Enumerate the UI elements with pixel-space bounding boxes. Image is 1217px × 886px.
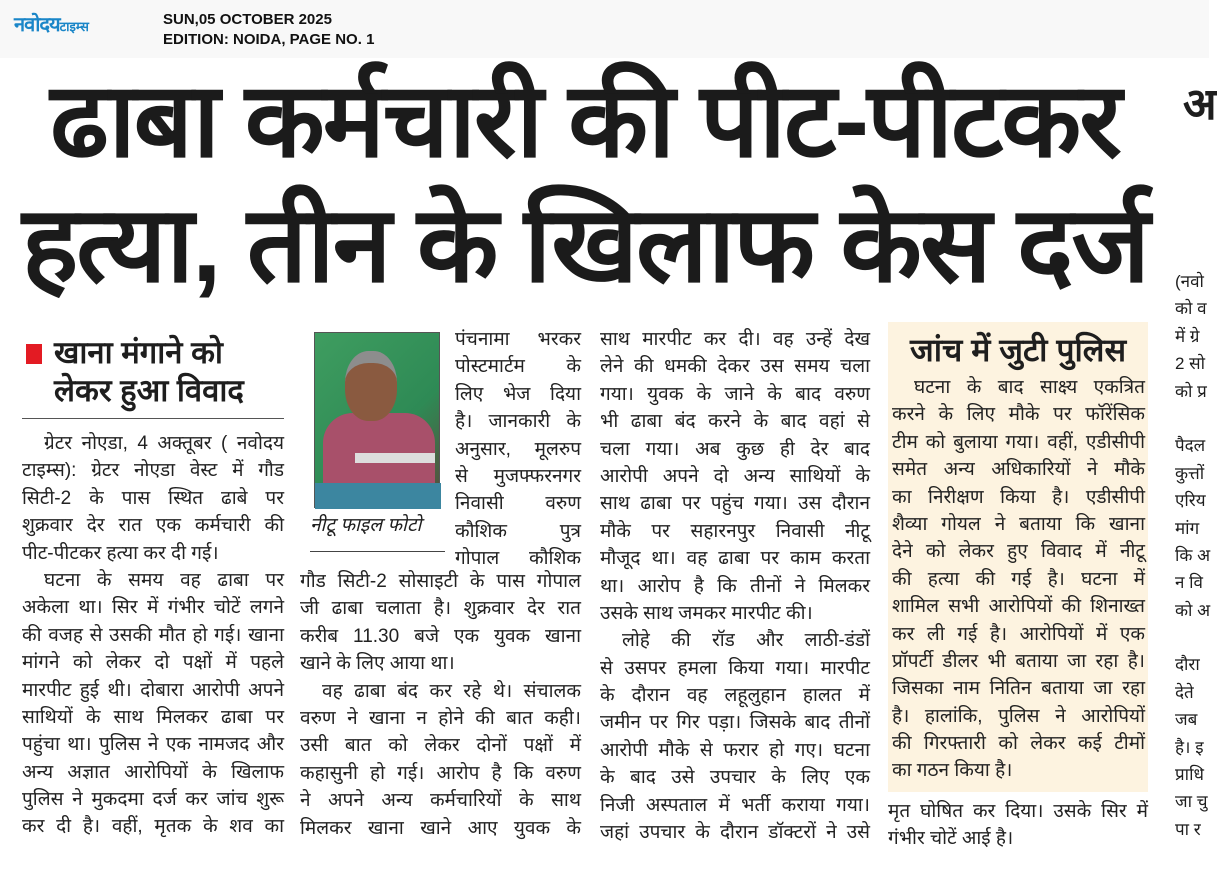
text-line: घटना के बाद साक्ष्य एकत्रित	[914, 377, 1145, 398]
text-line: है। जानकारी के	[455, 411, 581, 433]
fragment-line: को अ	[1175, 600, 1211, 620]
fragment-line: को व	[1175, 299, 1207, 319]
text-line: देने को लेकर हुए विवाद में नीटू	[892, 541, 1145, 563]
fragment-line: कुत्तों	[1175, 463, 1205, 483]
column-1	[22, 430, 284, 841]
fragment-line: न वि	[1175, 573, 1204, 593]
adjacent-headline-fragment: अ	[1183, 80, 1217, 129]
photo-stripe	[355, 453, 435, 463]
fragment-line: जा चु	[1175, 792, 1208, 812]
accused-photo	[314, 332, 440, 508]
text-line: है। हालांकि, पुलिस ने आरोपियों	[892, 705, 1145, 727]
fragment-line: 2 सो	[1175, 354, 1206, 374]
edition-info	[163, 10, 374, 50]
text-line: निवासी वरुण	[455, 493, 581, 515]
text-line: जहां उपचार के दौरान डॉक्टरों ने उसे	[600, 822, 870, 844]
text-line: की हत्या की गई है। घटना में	[892, 568, 1145, 590]
text-line: से उसपर हमला किया गया। मारपीट	[600, 657, 870, 679]
text-line: खाने के लिए आया था।	[300, 653, 455, 675]
photo-bottom	[315, 483, 441, 509]
text-line: प्रॉपर्टी डीलर भी बताया जा रहा है।	[892, 650, 1145, 672]
adjacent-article-fragment	[1175, 0, 1217, 886]
text-line: पीट-पीटकर हत्या कर दी गई।	[22, 542, 219, 564]
sidebar-box-text	[892, 374, 1145, 785]
text-line: गोपाल कौशिक	[455, 548, 581, 570]
photo-head	[345, 351, 397, 421]
text-line: पहुंचा था। पुलिस ने एक नामजद और	[22, 734, 284, 756]
text-line: अन्य अज्ञात आरोपियों के खिलाफ	[22, 761, 284, 783]
text-line: मिलकर खाना खाने आए युवक के	[300, 817, 581, 839]
text-line: के दौरान वह लहूलुहान हालत में	[600, 685, 870, 707]
edition-page: EDITION: NOIDA, PAGE NO. 1	[163, 31, 375, 48]
sidebar-box-title: जांच में जुटी पुलिस	[910, 332, 1127, 368]
text-line: मृत घोषित कर दिया। उसके सिर में	[888, 801, 1148, 822]
text-line: था। आरोप है कि तीनों ने मिलकर	[600, 575, 870, 597]
text-line: शैव्या गोयल ने बताया कि खाना	[892, 513, 1145, 535]
text-line: करने के लिए मौके पर फॉरेंसिक	[892, 404, 1145, 426]
text-line: का गठन किया है।	[892, 760, 1013, 782]
subheading	[22, 334, 284, 419]
column-2-narrow	[455, 326, 581, 573]
text-line: गंभीर चोटें आई है।	[888, 828, 1014, 850]
text-line: टाइम्स): ग्रेटर नोएडा वेस्ट में गौड	[22, 460, 284, 482]
logo-main: नवोदय	[14, 14, 60, 36]
text-line: उसके साथ जमकर मारपीट की।	[600, 602, 813, 624]
text-line: अकेला था। सिर में गंभीर चोटें लगने	[22, 597, 284, 619]
text-line: की वजह से उसकी मौत हो गई। खाना	[22, 624, 284, 646]
text-line: पोस्टमार्टम के	[455, 356, 581, 378]
headline-line-1: ढाबा कर्मचारी की पीट-पीटकर	[50, 63, 1120, 179]
text-line: लोहे की रॉड और लाठी-डंडों	[622, 630, 870, 652]
text-line: शुक्रवार देर रात एक कर्मचारी की	[22, 515, 284, 537]
column-2	[300, 568, 581, 842]
text-line: की गिरफ्तारी को लेकर कई टीमों	[892, 733, 1145, 755]
fragment-line: दौरा	[1175, 655, 1200, 675]
logo-sub: टाइम्स	[59, 19, 89, 34]
text-line: उसी बात को लेकर दोनों पक्षों में	[300, 735, 581, 757]
fragment-line	[1175, 624, 1210, 651]
text-line: कर ली गई है। आरोपियों में एक	[892, 623, 1145, 645]
column-4-continued	[888, 798, 1148, 853]
fragment-line: पा र	[1175, 819, 1201, 839]
text-line: लिए भेज दिया	[455, 383, 581, 405]
text-line: मौके पर सहारनपुर निवासी नीटू	[600, 520, 870, 542]
fragment-line: मांग	[1175, 518, 1200, 538]
fragment-line: प्राधि	[1175, 765, 1204, 785]
text-line: आरोपी मौके से फरार हो गए। घटना	[600, 739, 870, 761]
top-bar	[0, 0, 1209, 58]
text-line: करीब 11.30 बजे एक युवक खाना	[300, 625, 581, 647]
text-line: अनुसार, मूलरुप	[455, 438, 581, 460]
text-line: सिटी-2 के पास स्थित ढाबे पर	[22, 487, 284, 509]
newspaper-logo	[14, 10, 89, 37]
fragment-line: एरिय	[1175, 491, 1206, 511]
text-line: पुलिस ने मुकदमा दर्ज कर जांच शुरू	[22, 789, 284, 811]
text-line: निजी अस्पताल में भर्ती कराया गया।	[600, 794, 870, 816]
text-line: टीम को बुलाया गया। वहीं, एडीसीपी	[892, 431, 1145, 453]
text-line: साथियों के साथ मिलकर ढाबा पर	[22, 706, 284, 728]
text-line: भी ढाबा बंद करने के बाद वहां से	[600, 411, 870, 433]
text-line: पंचनामा भरकर	[455, 329, 581, 350]
text-line: मांगने को लेकर दो पक्षों में पहले	[22, 652, 284, 674]
issue-date: SUN,05 OCTOBER 2025	[163, 11, 332, 28]
text-line: कौशिक पुत्र	[455, 520, 581, 542]
fragment-line: है। इ	[1175, 737, 1204, 757]
fragment-line: जब	[1175, 710, 1198, 730]
text-line: से मुजफ्फरनगर	[455, 465, 581, 487]
fragment-line: (नवो	[1175, 272, 1204, 291]
text-line: आरोपी अपने दो अन्य साथियों के	[600, 465, 870, 487]
text-line: के बाद उसे उपचार के लिए एक	[600, 767, 870, 789]
text-line: मौजूद था। वह ढाबा पर काम करता	[600, 548, 870, 570]
fragment-line: देते	[1175, 682, 1194, 702]
text-line: जिसका नाम नितिन बताया जा रहा	[892, 678, 1145, 700]
text-line: शामिल सभी आरोपियों की शिनाख्त	[892, 596, 1145, 618]
text-line: साथ ढाबा पर पहुंच गया। उस दौरान	[600, 493, 870, 515]
fragment-line	[1175, 405, 1210, 432]
fragment-line: पैदल	[1175, 436, 1206, 456]
subheading-text: खाना मंगाने को लेकर हुआ विवाद	[54, 335, 244, 408]
text-line: चला गया। अब कुछ ही देर बाद	[600, 438, 870, 460]
adjacent-text-fragment	[1175, 268, 1210, 843]
text-line: ग्रेटर नोएडा, 4 अक्तूबर ( नवोदय	[44, 433, 284, 454]
photo-caption: नीटू फाइल फोटो	[310, 514, 445, 552]
text-line: समेत अन्य अधिकारियों ने मौके	[892, 459, 1145, 481]
text-line: गौड सिटी-2 सोसाइटी के पास गोपाल	[300, 571, 581, 592]
text-line: ने अपने अन्य कर्मचारियों के साथ	[300, 790, 581, 812]
text-line: लेने की धमकी देकर उस समय चला	[600, 356, 870, 378]
text-line: कहासुनी हो गई। आरोप है कि वरुण	[300, 762, 581, 784]
text-line: साथ मारपीट कर दी। वह उन्हें देख	[600, 329, 870, 350]
text-line: गया। युवक के जाने के बाद वरुण	[600, 383, 870, 405]
fragment-line: में ग्रे	[1175, 326, 1200, 346]
headline-line-2: हत्या, तीन के खिलाफ केस दर्ज	[22, 186, 1148, 304]
text-line: का निरीक्षण किया है। एडीसीपी	[892, 486, 1145, 508]
text-line: कर दी है। वहीं, मृतक के शव का	[22, 816, 284, 838]
fragment-line: कि अ	[1175, 545, 1211, 565]
text-line: वह ढाबा बंद कर रहे थे। संचालक	[322, 680, 581, 702]
fragment-line: को प्र	[1175, 381, 1207, 401]
text-line: जी ढाबा चलाता है। शुक्रवार देर रात	[300, 598, 581, 620]
column-3	[600, 326, 870, 846]
text-line: घटना के समय वह ढाबा पर	[44, 569, 284, 591]
text-line: जमीन पर गिर पड़ा। जिसके बाद तीनों	[600, 712, 870, 734]
red-square-bullet-icon	[26, 344, 42, 364]
text-line: वरुण ने खाना न होने की बात कही।	[300, 707, 581, 729]
text-line: मारपीट हुई थी। दोबारा आरोपी अपने	[22, 679, 284, 701]
